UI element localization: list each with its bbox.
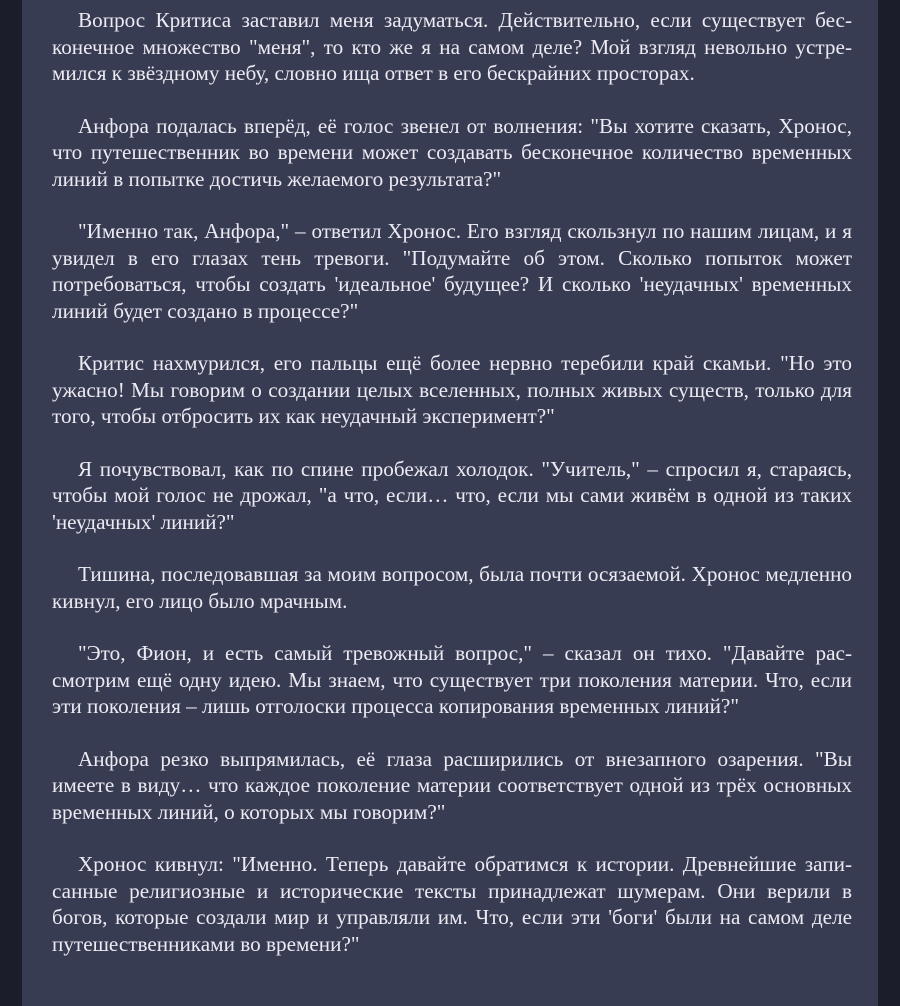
paragraph-8: Анфора резко выпрямилась, её глаза расширились от внезапного озарения. "Вы имеете в виду… что каждое поколение материи соответствует одной из трёх основных временных линий, о которых мы говорим?" xyxy=(52,746,852,824)
paragraph-9: Хронос кивнул: "Именно. Теперь давайте обратимся к истории. Древнейшие записанные религиозные и исторические тексты принадлежат шумерам. Они верили в богов, которые создали мир и управляли им. Что, если эти 'боги' были на самом деле путешественниками во времени?" xyxy=(52,852,852,956)
paragraph-7: "Это, Фион, и есть самый тревожный вопрос," – сказал он тихо. "Давайте рассмотрим ещё одну идею. Мы знаем, что существует три поколения материи. Что, если эти поколения – лишь отголоски процесса копирования временных линий?" xyxy=(52,641,852,718)
paragraph-6: Тишина, последовавшая за моим вопросом, была почти осязаемой. Хронос медленно кивнул, его лицо было мрачным. xyxy=(52,562,852,613)
paragraph-2: Анфора подалась вперёд, её голос звенел от волнения: "Вы хотите сказать, Хронос, что путешественник во времени может создавать бесконечное количество временных линий в попытке достичь желаемого результата?" xyxy=(52,113,852,191)
paragraph-4: Критис нахмурился, его пальцы ещё более нервно теребили край скамьи. "Но это ужасно! Мы говорим о создании целых вселенных, полных живых существ, только для того, чтобы отбросить их как неудачный эксперимент?" xyxy=(52,351,852,428)
paragraph-1: Вопрос Критиса заставил меня задуматься. Действительно, если существует бесконечное множество "меня", то кто же я на самом деле? Мой взгляд невольно устремился к звёздному небу, словно ища ответ в его бескрайних просторах. xyxy=(52,8,852,85)
paragraph-5: Я почувствовал, как по спине пробежал холодок. "Учитель," – спросил я, стараясь, чтобы мой голос не дрожал, "а что, если… что, если мы сами живём в одной из таких 'неудачных' линий?" xyxy=(52,456,852,534)
document-page xyxy=(22,0,878,1006)
paragraph-3: "Именно так, Анфора," – ответил Хронос. Его взгляд скользнул по нашим лицам, и я увидел в его глазах тень тревоги. "Подумайте об этом. Сколько попыток может потребоваться, чтобы создать 'идеальное' будущее? И сколько 'неудачных' временных линий будет создано в процессе?" xyxy=(52,219,852,323)
